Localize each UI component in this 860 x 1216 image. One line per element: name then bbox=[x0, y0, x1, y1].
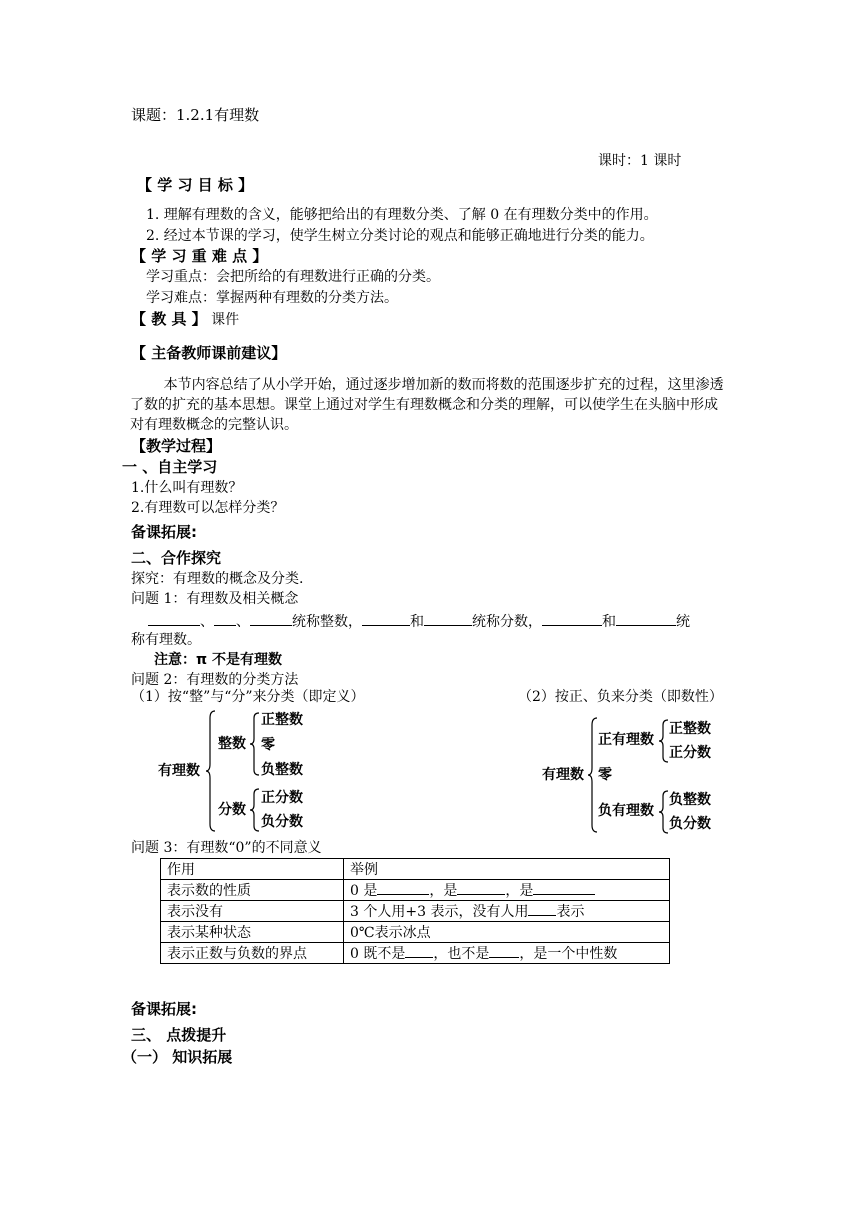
table-cell-use: 表示没有 bbox=[161, 901, 344, 922]
fill-in-line-2: 称有理数。 bbox=[131, 632, 201, 648]
tree2-pos: 正有理数 bbox=[598, 732, 654, 748]
blank[interactable] bbox=[489, 943, 519, 958]
table-row bbox=[161, 922, 670, 943]
section2-title: 二、合作探究 bbox=[131, 549, 222, 567]
goal-item-2: 2. 经过本节课的学习，使学生树立分类讨论的观点和能够正确地进行分类的能力。 bbox=[146, 228, 654, 244]
tree1-pos-int: 正整数 bbox=[261, 712, 303, 728]
brace-icon bbox=[206, 710, 216, 832]
table-row bbox=[161, 901, 670, 922]
blank[interactable] bbox=[457, 880, 505, 895]
table-header-row bbox=[161, 859, 670, 880]
tree1-zero: 零 bbox=[261, 737, 275, 753]
fill-in-line: 、 、 统称整数， 和 统称分数， 和 统 bbox=[148, 611, 690, 631]
table-cell-use: 表示正数与负数的界点 bbox=[161, 943, 344, 964]
lesson-period: 课时：1 课时 bbox=[598, 153, 682, 169]
table-row bbox=[161, 943, 670, 964]
subsection-1-title: （一） 知识拓展 bbox=[122, 1048, 233, 1066]
table-row bbox=[161, 880, 670, 901]
table-header-cell: 举例 bbox=[344, 859, 670, 880]
section1-title: 一 、自主学习 bbox=[122, 458, 218, 476]
tree1-root: 有理数 bbox=[158, 763, 200, 779]
tools-heading: 【 教 具 】 bbox=[131, 310, 207, 328]
blank[interactable] bbox=[405, 943, 433, 958]
explore-line: 探究：有理数的概念及分类. bbox=[131, 571, 304, 587]
blank[interactable] bbox=[424, 611, 472, 626]
goals-heading: 【 学 习 目 标 】 bbox=[137, 176, 254, 194]
blank[interactable] bbox=[542, 611, 602, 626]
table-cell-example: 0℃表示冰点 bbox=[344, 922, 670, 943]
table-cell-example: 0 是 ，是 ，是 bbox=[344, 880, 670, 901]
brace-icon bbox=[659, 719, 669, 763]
tree1-integer: 整数 bbox=[218, 736, 246, 752]
problem-3: 问题 3：有理数“0”的不同意义 bbox=[131, 840, 322, 856]
blank[interactable] bbox=[616, 611, 676, 626]
brace-icon bbox=[588, 717, 598, 833]
question-2: 2.有理数可以怎样分类？ bbox=[131, 500, 285, 516]
method-1: （1）按“整”与“分”来分类（即定义） bbox=[131, 689, 365, 705]
tree2-root: 有理数 bbox=[542, 767, 584, 783]
advice-heading: 【 主备教师课前建议】 bbox=[131, 344, 287, 362]
blank[interactable] bbox=[528, 901, 556, 916]
table-header-cell: 作用 bbox=[161, 859, 344, 880]
brace-icon bbox=[250, 712, 260, 776]
method-2: （2）按正、负来分类（即数性） bbox=[518, 689, 723, 705]
brace-icon bbox=[659, 790, 669, 834]
tree1-neg-int: 负整数 bbox=[261, 762, 303, 778]
question-1: 1.什么叫有理数？ bbox=[131, 480, 243, 496]
table-cell-use: 表示某种状态 bbox=[161, 922, 344, 943]
tools-value: 课件 bbox=[211, 312, 240, 328]
tree2-pos-frac: 正分数 bbox=[669, 745, 711, 761]
brace-icon bbox=[250, 788, 260, 832]
lesson-title: 课题：1.2.1有理数 bbox=[131, 106, 260, 124]
section3-title: 三、 点拨提升 bbox=[131, 1026, 227, 1044]
zero-meaning-table bbox=[160, 858, 670, 964]
problem-1: 问题 1：有理数及相关概念 bbox=[131, 591, 299, 607]
advice-text: 本节内容总结了从小学开始，通过逐步增加新的数而将数的范围逐步扩充的过程，这里渗透了数的扩充的基本思想。课堂上通过对学生有理数概念和分类的理解，可以使学生在头脑中形成对有理数概念的完整认识。 bbox=[130, 377, 724, 433]
tree2-pos-int: 正整数 bbox=[669, 721, 711, 737]
tree2-neg: 负有理数 bbox=[598, 803, 654, 819]
note-pi: 注意：π 不是有理数 bbox=[154, 652, 282, 668]
tree2-zero: 零 bbox=[598, 767, 612, 783]
prep-extension-1: 备课拓展: bbox=[131, 523, 197, 541]
blank[interactable] bbox=[148, 611, 200, 626]
key-point-2: 学习难点：掌握两种有理数的分类方法。 bbox=[146, 290, 398, 306]
tools-line bbox=[131, 310, 239, 329]
tree2-neg-int: 负整数 bbox=[669, 792, 711, 808]
table-cell-example: 0 既不是 ，也不是 ，是一个中性数 bbox=[344, 943, 670, 964]
table-cell-example: 3 个人用+3 表示，没有人用 表示 bbox=[344, 901, 670, 922]
tree1-pos-frac: 正分数 bbox=[261, 790, 303, 806]
blank[interactable] bbox=[533, 880, 595, 895]
key-points-heading: 【 学 习 重 难 点 】 bbox=[131, 247, 268, 265]
process-heading: 【教学过程】 bbox=[131, 437, 222, 455]
tree1-fraction: 分数 bbox=[218, 802, 246, 818]
blank[interactable] bbox=[362, 611, 410, 626]
blank[interactable] bbox=[377, 880, 429, 895]
tree1-neg-frac: 负分数 bbox=[261, 814, 303, 830]
problem-2: 问题 2：有理数的分类方法 bbox=[131, 672, 299, 688]
goal-item-1: 1. 理解有理数的含义，能够把给出的有理数分类、了解 0 在有理数分类中的作用。 bbox=[146, 207, 658, 223]
tree2-neg-frac: 负分数 bbox=[669, 816, 711, 832]
table-cell-use: 表示数的性质 bbox=[161, 880, 344, 901]
blank[interactable] bbox=[214, 611, 236, 626]
key-point-1: 学习重点：会把所给的有理数进行正确的分类。 bbox=[146, 269, 440, 285]
prep-extension-2: 备课拓展: bbox=[131, 1000, 197, 1018]
blank[interactable] bbox=[250, 611, 292, 626]
